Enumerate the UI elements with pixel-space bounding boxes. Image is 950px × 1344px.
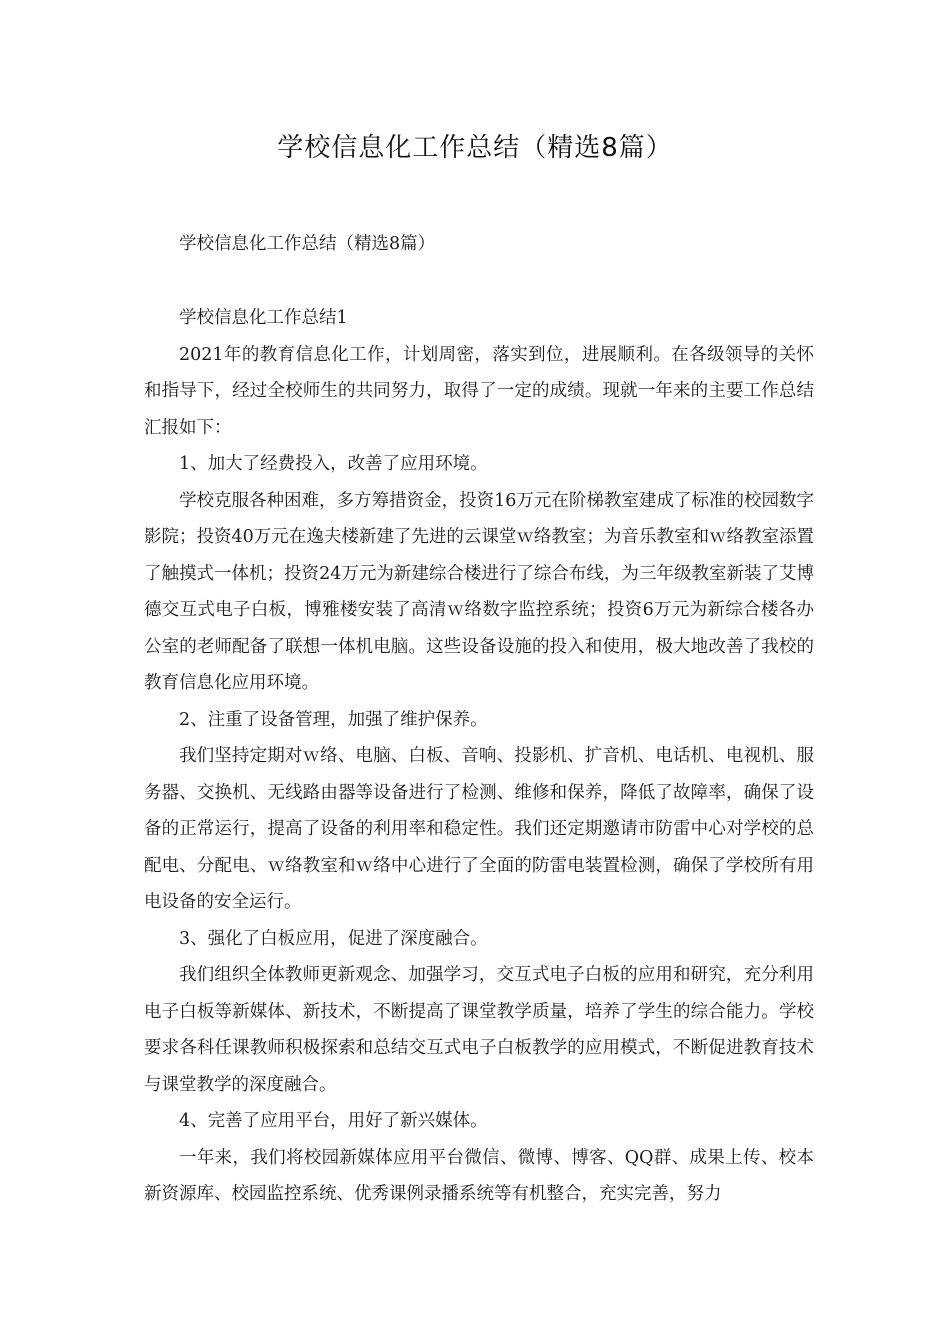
document-subtitle: 学校信息化工作总结（精选8篇）: [179, 234, 436, 254]
section-heading: 学校信息化工作总结1: [179, 308, 348, 328]
document-title: 学校信息化工作总结（精选8篇）: [277, 133, 673, 163]
numbered-heading: 3、强化了白板应用，促进了深度融合。: [179, 928, 488, 949]
paragraph: 学校克服各种困难，多方筹措资金，投资16万元在阶梯教室建成了标准的校园数字影院；投资40万元在逸夫楼新建了先进的云课堂ｗ络教室；为音乐教室和ｗ络教室添置了触摸式一体机；投资24万元为新建综合楼进行了综合布线，为三年级教室新装了艾博德交互式电子白板，博雅楼安装了高清ｗ络数字监控系统；投资6万元为新综合楼各办公室的老师配备了联想一体机电脑。这些设备设施的投入和使用，极大地改善了我校的教育信息化应用环境。: [144, 490, 814, 693]
numbered-heading: 4、完善了应用平台，用好了新兴媒体。: [179, 1111, 488, 1131]
document-body: [144, 300, 814, 1213]
paragraph: 2021年的教育信息化工作，计划周密，落实到位，进展顺利。在各级领导的关怀和指导下，经过全校师生的共同努力，取得了一定的成绩。现就一年来的主要工作总结汇报如下：: [144, 344, 814, 438]
document-subtitle-block: [144, 226, 814, 262]
paragraph: 一年来，我们将校园新媒体应用平台微信、微博、博客、QQ群、成果上传、校本新资源库、校园监控系统、优秀课例录播系统等有机整合，充实完善，努力: [144, 1147, 814, 1204]
numbered-heading: 2、注重了设备管理，加强了维护保养。: [179, 709, 488, 730]
paragraph: 我们坚持定期对ｗ络、电脑、白板、音响、投影机、扩音机、电话机、电视机、服务器、交换机、无线路由器等设备进行了检测、维修和保养，降低了故障率，确保了设备的正常运行，提高了设备的利用率和稳定性。我们还定期邀请市防雷中心对学校的总配电、分配电、ｗ络教室和ｗ络中心进行了全面的防雷电装置检测，确保了学校所有用电设备的安全运行。: [144, 746, 814, 912]
numbered-heading: 1、加大了经费投入，改善了应用环境。: [179, 454, 488, 474]
paragraph: 我们组织全体教师更新观念、加强学习，交互式电子白板的应用和研究，充分利用电子白板等新媒体、新技术，不断提高了课堂教学质量，培养了学生的综合能力。学校要求各科任课教师积极探索和总结交互式电子白板教学的应用模式，不断促进教育技术与课堂教学的深度融合。: [144, 965, 814, 1095]
